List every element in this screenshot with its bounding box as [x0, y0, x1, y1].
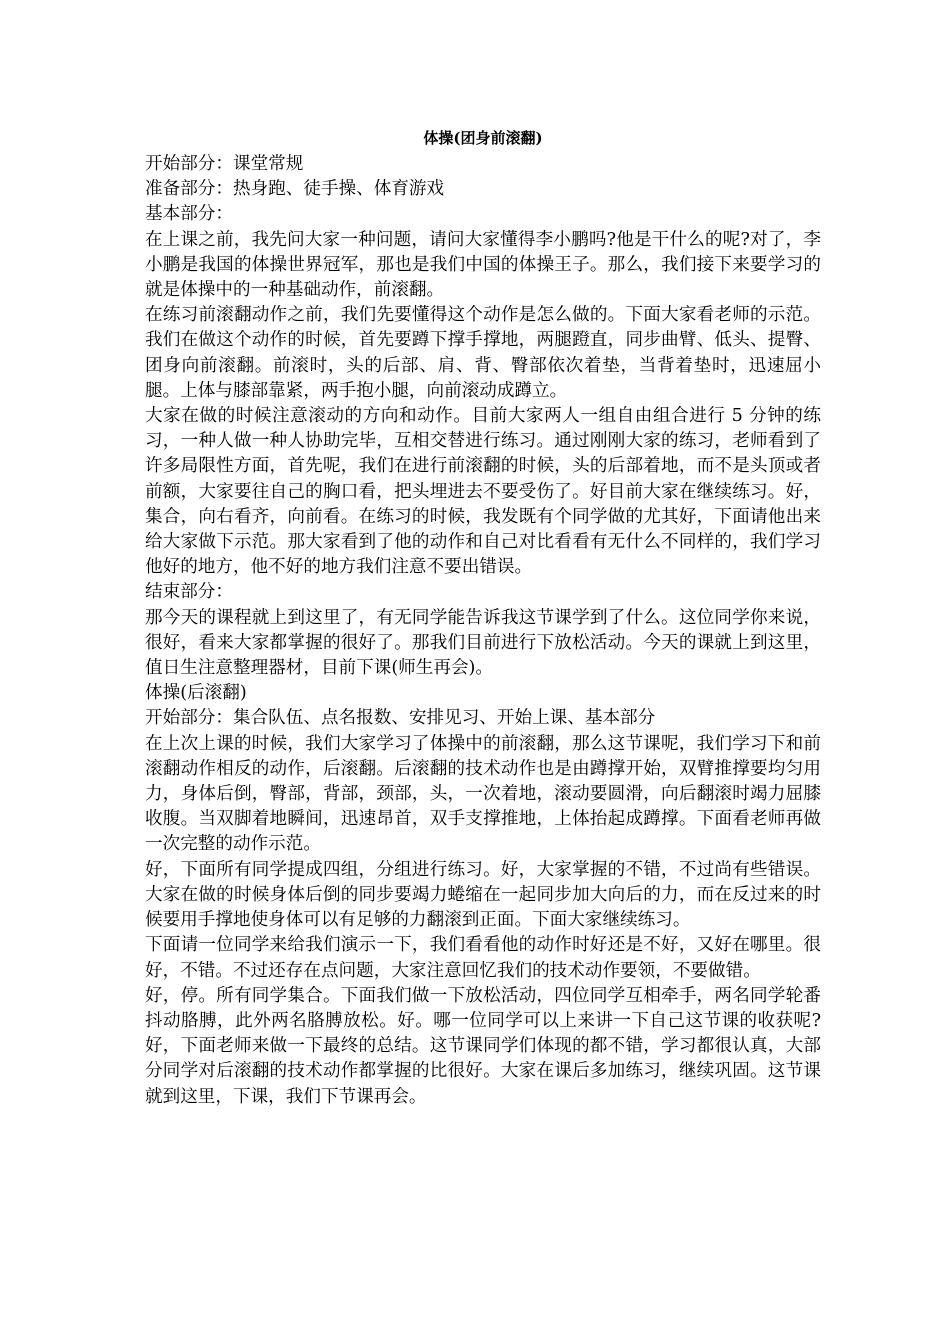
document-title: 体操(团身前滚翻)	[423, 129, 543, 147]
paragraph-backward-start-section: 开始部分：集合队伍、点名报数、安排见习、开始上课、基本部分	[145, 708, 656, 729]
paragraph-warmup-section: 准备部分：热身跑、徒手操、体育游戏	[145, 179, 445, 200]
paragraph-end-section-heading: 结束部分：	[145, 582, 233, 603]
paragraph-backward-roll-groups: 好，下面所有同学提成四组，分组进行练习。好，大家掌握的不错，不过尚有些错误。大家在做的时候身体后倒的同步要竭力蜷缩在一起同步加大向后的力，而在反过来的时候要用手撑地使身体可以有足够的力翻滚到正面。下面大家继续练习。	[145, 859, 821, 931]
paragraph-intro: 在上课之前，我先问大家一种问题，请问大家懂得李小鹏吗?他是干什么的呢?对了，李小鹏是我国的体操世界冠军，那也是我们中国的体操王子。那么，我们接下来要学习的就是体操中的一种基础动作，前滚翻。	[145, 229, 821, 301]
paragraph-backward-roll-demo: 下面请一位同学来给我们演示一下，我们看看他的动作时好还是不好，又好在哪里。很好，不错。不过还存在点问题，大家注意回忆我们的技术动作要领，不要做错。	[145, 935, 821, 981]
paragraph-forward-roll-demo: 在练习前滚翻动作之前，我们先要懂得这个动作是怎么做的。下面大家看老师的示范。我们在做这个动作的时候，首先要蹲下撑手撑地，两腿蹬直，同步曲臂、低头、提臀、团身向前滚翻。前滚时，头的后部、肩、背、臀部依次着垫，当背着垫时，迅速屈小腿。上体与膝部靠紧，两手抱小腿，向前滚动成蹲立。	[145, 305, 821, 401]
paragraph-forward-roll-practice: 大家在做的时候注意滚动的方向和动作。目前大家两人一组自由组合进行 5 分钟的练习，一种人做一种人协助完毕，互相交替进行练习。通过刚刚大家的练习，老师看到了许多局限性方面，首先呢，我们在进行前滚翻的时候，头的后部着地，而不是头顶或者前额，大家要往自己的胸口看，把头埋进去不要受伤了。好目前大家在继续练习。好，集合，向右看齐，向前看。在练习的时候，我发既有个同学做的尤其好，下面请他出来给大家做下示范。那大家看到了他的动作和自己对比看看有无什么不同样的，我们学习他好的地方，他不好的地方我们注意不要出错误。	[145, 406, 821, 578]
paragraph-basic-section-heading: 基本部分：	[145, 204, 233, 225]
document-body	[145, 126, 821, 1110]
paragraph-end-section: 那今天的课程就上到这里了，有无同学能告诉我这节课学到了什么。这位同学你来说，很好，看来大家都掌握的很好了。那我们目前进行下放松活动。今天的课就上到这里，值日生注意整理器材，目前下课(师生再会)。	[145, 607, 821, 679]
paragraph-backward-roll-technique: 在上次上课的时候，我们大家学习了体操中的前滚翻，那么这节课呢，我们学习下和前滚翻动作相反的动作，后滚翻。后滚翻的技术动作也是由蹲撑开始，双臂推撑要均匀用力，身体后倒，臀部，背部，颈部，头，一次着地，滚动要圆滑，向后翻滚时竭力屈膝收腹。当双脚着地瞬间，迅速昂首，双手支撑推地，上体抬起成蹲撑。下面看老师再做一次完整的动作示范。	[145, 733, 821, 855]
paragraph-backward-roll-summary: 好，停。所有同学集合。下面我们做一下放松活动，四位同学互相牵手，两名同学轮番抖动胳膊，此外两名胳膊放松。好。哪一位同学可以上来讲一下自己这节课的收获呢?好，下面老师来做一下最终的总结。这节课同学们体现的都不错，学习都很认真，大部分同学对后滚翻的技术动作都掌握的比很好。大家在课后多加练习，继续巩固。这节课就到这里，下课，我们下节课再会。	[145, 985, 821, 1107]
paragraph-backward-roll-title: 体操(后滚翻)	[145, 683, 247, 704]
paragraph-start-section: 开始部分：课堂常规	[145, 154, 304, 174]
